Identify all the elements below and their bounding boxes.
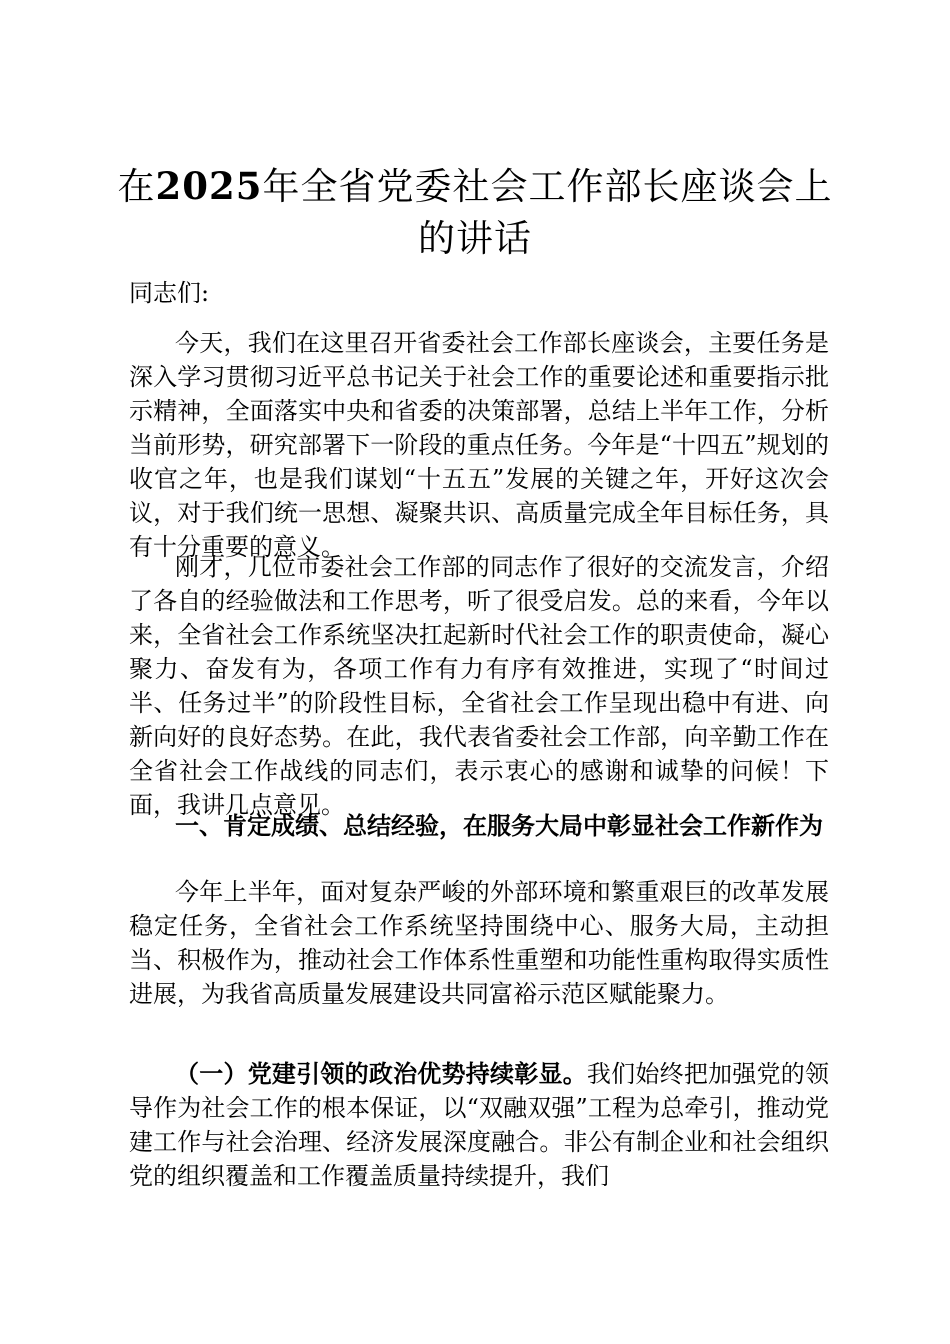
title-rest: 年全省党委社会工作部长座谈会上的讲话: [262, 165, 833, 260]
title-prefix: 在: [117, 165, 156, 208]
title-year: 2025: [155, 164, 263, 208]
paragraph-4: [129, 1057, 829, 1193]
paragraph-1: 今天，我们在这里召开省委社会工作部长座谈会，主要任务是深入学习贯彻习近平总书记关于社会工作的重要论述和重要指示批示精神，全面落实中央和省委的决策部署，总结上半年工作，分析当前形势，研究部署下一阶段的重点任务。今年是“十四五”规划的收官之年，也是我们谋划“十五五”发展的关键之年，开好这次会议，对于我们统一思想、凝聚共识、高质量完成全年目标任务，具有十分重要的意义。: [129, 329, 829, 561]
paragraph-4-body: 我们始终把加强党的领导作为社会工作的根本保证，以“双融双强”工程为总牵引，推动党建工作与社会治理、经济发展深度融合。非公有制企业和社会组织党的组织覆盖和工作覆盖质量持续提升，我们: [129, 1060, 829, 1190]
paragraph-3: 今年上半年，面对复杂严峻的外部环境和繁重艰巨的改革发展稳定任务，全省社会工作系统坚持围绕中心、服务大局，主动担当、积极作为，推动社会工作体系性重塑和功能性重构取得实质性进展，为我省高质量发展建设共同富裕示范区赋能聚力。: [129, 878, 829, 1008]
subsection-heading-1: （一）党建引领的政治优势持续彰显。: [175, 1059, 587, 1088]
paragraph-2: 刚才，几位市委社会工作部的同志作了很好的交流发言，介绍了各自的经验做法和工作思考，听了很受启发。总的来看，今年以来，全省社会工作系统坚决扛起新时代社会工作的职责使命，凝心聚力、奋发有为，各项工作有力有序有效推进，实现了“时间过半、任务过半”的阶段性目标，全省社会工作呈现出稳中有进、向新向好的良好态势。在此，我代表省委社会工作部，向辛勤工作在全省社会工作战线的同志们，表示衷心的感谢和诚挚的问候！下面，我讲几点意见。: [129, 553, 829, 819]
salutation: 同志们:: [129, 279, 210, 307]
section-heading-1: 一、肯定成绩、总结经验，在服务大局中彰显社会工作新作为: [175, 811, 823, 840]
document-title: [100, 160, 850, 265]
